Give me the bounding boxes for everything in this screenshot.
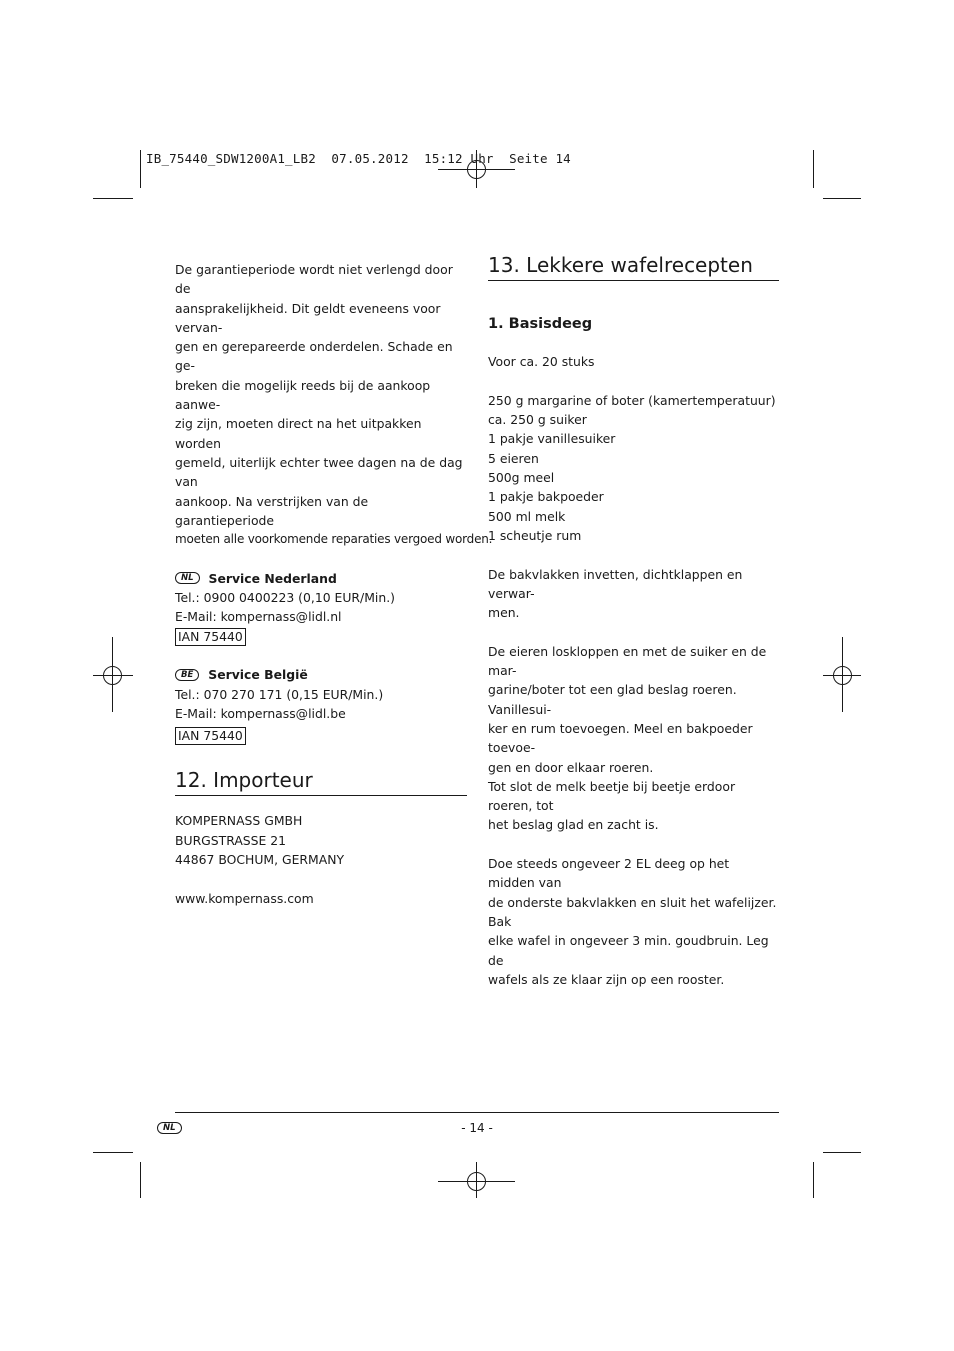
text-line: aankoop. Na verstrijken van de garantieperiode [175,493,369,528]
service-phone: Tel.: 0900 0400223 (0,10 EUR/Min.) [175,590,395,606]
service-heading [175,569,467,588]
importer-address [175,811,467,869]
text-line: aansprakelijkheid. Dit geldt eveneens voor vervan- [175,300,441,335]
crop-mark [823,1152,861,1153]
website-link[interactable]: www.kompernass.com [175,890,314,906]
crop-mark [823,198,861,199]
service-title: Service België [208,667,308,683]
service-email: E-Mail: kompernass@lidl.nl [175,609,342,625]
country-badge-be: BE [175,669,199,681]
right-column [488,252,779,989]
ingredient: 1 scheutje rum [488,527,582,543]
service-phone: Tel.: 070 270 171 (0,15 EUR/Min.) [175,686,384,702]
guarantee-paragraph [175,260,493,549]
recipes-heading: 13. Lekkere wafelrecepten [488,252,779,281]
recipe-step [488,565,779,623]
text-line: De eieren loskloppen en met de suiker en de mar- [488,643,767,679]
registration-circle [467,1172,486,1191]
text-line: garine/boter tot een glad beslag roeren. Vanillesui- [488,682,737,717]
recipe-step [488,854,779,989]
crop-mark [93,198,133,199]
text-line: men. [488,605,520,621]
address-line: 44867 BOCHUM, GERMANY [175,852,345,868]
text-line: elke wafel in ongeveer 3 min. goudbruin. Leg de [488,933,769,968]
ingredient: ca. 250 g suiker [488,412,587,428]
ian-number: IAN 75440 [175,727,246,745]
page-number: - 14 - [461,1121,493,1135]
ian-number: IAN 75440 [175,628,246,646]
text-line: ker en rum toevoegen. Meel en bakpoeder toevoe- [488,720,753,756]
text-line: het beslag glad en zacht is. [488,817,659,833]
service-title: Service Nederland [208,570,337,586]
country-badge-nl: NL [175,572,200,584]
service-nederland [175,569,467,646]
ingredient: 500g meel [488,470,555,486]
text-line: Doe steeds ongeveer 2 EL deeg op het midden van [488,856,730,891]
text-line: breken die mogelijk reeds bij de aankoop aanwe- [175,377,431,413]
recipe-title: 1. Basisdeeg [488,316,593,332]
crop-mark [93,1152,133,1153]
ingredient: 5 eieren [488,450,539,466]
address-line: KOMPERNASS GMBH [175,813,303,829]
service-heading [175,665,467,684]
text-line: gemeld, uiterlijk echter twee dagen na de dag van [175,454,463,490]
crop-mark [140,1162,141,1198]
text-line: De bakvlakken invetten, dichtklappen en verwar- [488,566,743,601]
text-line: gen en door elkaar roeren. [488,759,654,775]
ingredient: 1 pakje vanillesuiker [488,431,616,447]
recipe-yield: Voor ca. 20 stuks [488,354,595,370]
text-line: De garantieperiode wordt niet verlengd door de [175,262,453,297]
ingredient-list [488,391,779,545]
registration-circle [103,666,122,685]
ingredient: 250 g margarine of boter (kamertemperatuur) [488,392,776,408]
text-line: zig zijn, moeten direct na het uitpakken worden [175,416,422,451]
crop-mark [140,150,141,188]
service-belgie [175,665,467,745]
footer-rule [175,1112,779,1113]
ingredient: 1 pakje bakpoeder [488,489,604,505]
footer-country-badge: NL [157,1122,182,1134]
importer-heading: 12. Importeur [175,767,467,796]
left-column [175,260,493,908]
ingredient: 500 ml melk [488,508,566,524]
text-line: de onderste bakvlakken en sluit het wafelijzer. Bak [488,894,777,929]
text-line: wafels als ze klaar zijn op een rooster. [488,971,725,987]
address-line: BURGSTRASSE 21 [175,832,287,848]
text-line: Tot slot de melk beetje bij beetje erdoor roeren, tot [488,778,736,814]
text-line: gen en gerepareerde onderdelen. Schade en ge- [175,339,453,374]
service-email: E-Mail: kompernass@lidl.be [175,705,346,721]
registration-circle [833,666,852,685]
text-line: moeten alle voorkomende reparaties vergoed worden. [175,532,493,547]
recipe-step [488,642,779,835]
crop-mark [813,150,814,188]
crop-mark [813,1162,814,1198]
print-header: IB_75440_SDW1200A1_LB2 07.05.2012 15:12 Uhr Seite 14 [146,151,571,166]
